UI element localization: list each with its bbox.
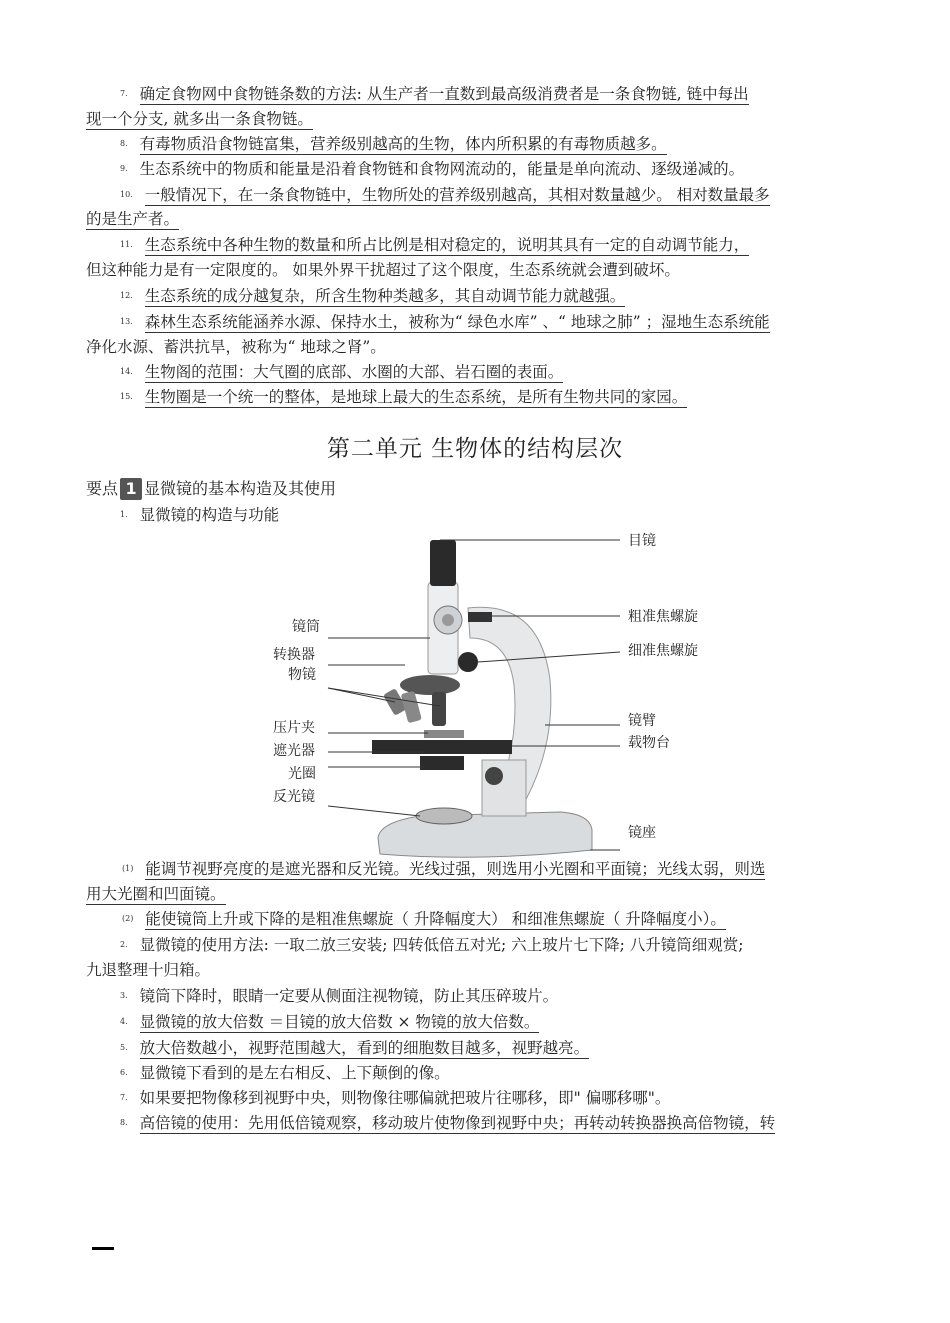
fine-knob	[458, 652, 478, 672]
item-13-cont: 净化水源、蓄洪抗旱，被称为“ 地球之肾”。	[86, 338, 386, 356]
label-mirror: 反光镜	[273, 789, 315, 805]
item-5: $^{5.}$ 放大倍数越小，视野范围越大，看到的细胞数目越多，视野越亮。	[120, 1039, 590, 1057]
item-8: $^{8.}$ 有毒物质沿食物链富集，营养级别越高的生物，体内所积累的有毒物质越多。	[120, 135, 667, 153]
objective-3	[432, 692, 446, 726]
item-4: $^{4.}$ 显微镜的放大倍数 ＝目镜的放大倍数 × 物镜的放大倍数。	[120, 1013, 540, 1031]
item-2-1-cont: 用大光圈和凹面镜。	[86, 885, 226, 903]
label-diaphragm: 遮光器	[273, 743, 315, 759]
item-14: $^{14.}$ 生物阁的范围：大气圈的底部、水圈的大部、岩石圈的表面。	[120, 363, 564, 381]
nosepiece	[400, 675, 460, 695]
diaphragm	[420, 756, 464, 770]
label-aperture: 光圈	[288, 766, 316, 782]
microscope-diagram	[0, 520, 950, 865]
mirror	[416, 808, 472, 824]
sub-heading-1: $^{1.}$ 显微镜的构造与功能	[120, 506, 280, 524]
microscope-eyepiece	[430, 540, 456, 586]
item-8b: $^{8.}$ 高倍镜的使用：先用低倍镜观察，移动玻片使物像到视野中央；再转动转换器换高倍物镜，转	[120, 1114, 776, 1132]
label-eyepiece: 目镜	[628, 533, 656, 549]
unit-title: 第二单元 生物体的结构层次	[326, 436, 624, 462]
item-2-1: $^{(1)}$ 能调节视野亮度的是遮光器和反光镜。光线过强，则选用小光圈和平面镜；光线太弱，则选	[122, 860, 766, 878]
item-7b: $^{7.}$ 如果要把物像移到视野中央，则物像往哪偏就把玻片往哪移，即" 偏哪移哪"。	[120, 1089, 671, 1107]
item-7: $^{7.}$ 确定食物网中食物链条数的方法: 从生产者一直数到最高级消费者是一条食物链, 链中每出	[120, 85, 749, 103]
label-fine-knob: 细准焦螺旋	[628, 643, 698, 659]
page-dash	[92, 1247, 114, 1250]
item-13: $^{13.}$ 森林生态系统能涵养水源、保持水土，被称为“ 绿色水库” 、“ 地球之肺” ；湿地生态系统能	[120, 313, 770, 331]
item-10: $^{10.}$ 一般情况下，在一条食物链中，生物所处的营养级别越高，其相对数量越少。 相对数量最多	[120, 186, 770, 204]
item-3: $^{3.}$ 镜筒下降时，眼睛一定要从侧面注视物镜，防止其压碎玻片。	[120, 987, 559, 1005]
number-badge: 1	[120, 478, 142, 500]
microscope-pillar	[482, 760, 526, 816]
label-coarse-knob: 粗准焦螺旋	[628, 609, 698, 625]
item-12: $^{12.}$ 生态系统的成分越复杂，所含生物种类越多，其自动调节能力就越强。	[120, 287, 626, 305]
item-7-cont: 现一个分支, 就多出一条食物链。	[86, 110, 313, 128]
label-arm: 镜臂	[628, 713, 656, 729]
item-usage-cont: 九退整理十归箱。	[86, 961, 211, 979]
item-11-cont: 但这种能力是有一定限度的。 如果外界干扰超过了这个限度，生态系统就会遭到破坏。	[86, 261, 680, 279]
item-6: $^{6.}$ 显微镜下看到的是左右相反、上下颠倒的像。	[120, 1064, 450, 1082]
label-tube: 镜筒	[292, 619, 320, 635]
label-objective: 物镜	[288, 667, 316, 683]
label-base: 镜座	[628, 825, 656, 841]
item-10-cont: 的是生产者。	[86, 210, 180, 228]
label-clip: 压片夹	[273, 720, 315, 736]
item-11: $^{11.}$ 生态系统中各种生物的数量和所占比例是相对稳定的，说明其具有一定的自动调节能力，	[120, 236, 750, 254]
item-15: $^{15.}$ 生物圈是一个统一的整体，是地球上最大的生态系统，是所有生物共同的家园。	[120, 388, 688, 406]
key-point-heading: 要点 1 显微镜的基本构造及其使用	[86, 479, 337, 498]
item-usage: $^{2.}$ 显微镜的使用方法: 一取二放三安装; 四转低倍五对光; 六上玻片七下降; 八升镜筒细观赏;	[120, 936, 744, 954]
microscope-base	[378, 812, 592, 857]
item-2-2: $^{(2)}$ 能使镜筒上升或下降的是粗准焦螺旋（ 升降幅度大） 和细准焦螺旋（ 升降幅度小）。	[122, 910, 726, 928]
item-9: $^{9.}$ 生态系统中的物质和能量是沿着食物链和食物网流动的，能量是单向流动、逐级递减的。	[120, 160, 745, 178]
label-nosepiece: 转换器	[273, 647, 315, 663]
label-stage: 载物台	[628, 735, 670, 751]
